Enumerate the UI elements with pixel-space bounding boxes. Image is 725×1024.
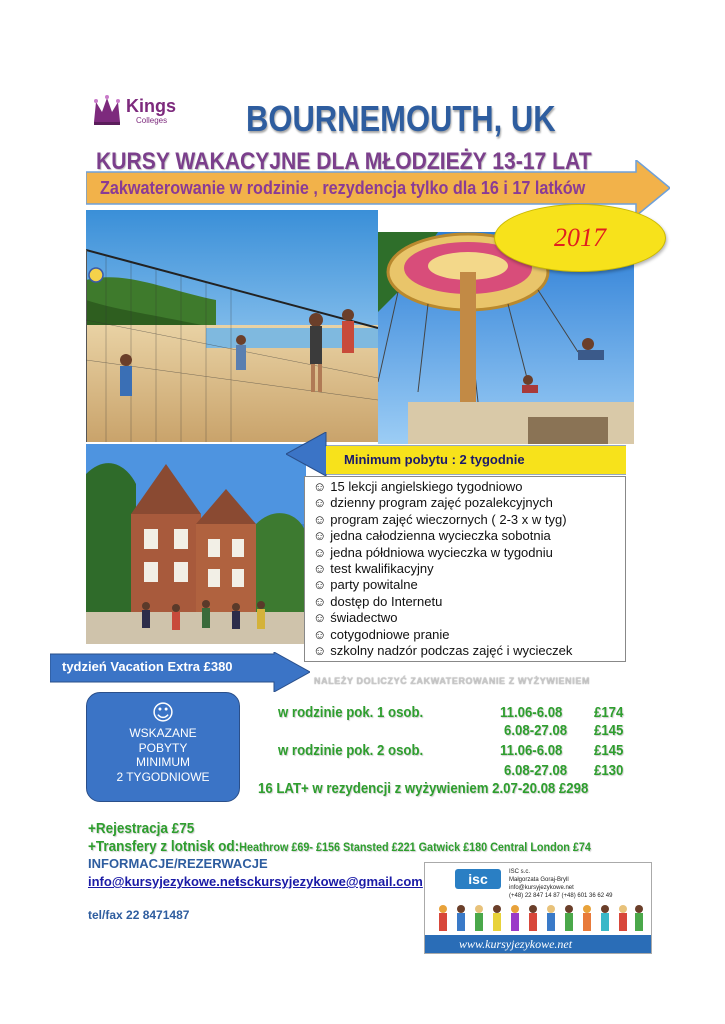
isc-website[interactable]: www.kursyjezykowe.net [459, 937, 573, 951]
kings-logo [92, 92, 202, 132]
price-double-dates-2: 6.08-27.08 [504, 762, 568, 779]
smiley-icon: ☺ [313, 511, 327, 527]
email-link-info[interactable]: info@kursyjezykowe.net [88, 874, 240, 889]
crown-icon [92, 94, 122, 126]
recommended-line: MINIMUM [136, 755, 190, 769]
price-double-dates-1: 11.06-6.08 [500, 742, 563, 759]
smiley-icon: ☺ [313, 593, 327, 609]
list-item: ☺ jedna półdniowa wycieczka w tygodniu [313, 544, 553, 560]
list-item: ☺ cotygodniowe pranie [313, 626, 450, 642]
list-item: ☺ dzienny program zajęć pozalekcyjnych [313, 495, 553, 511]
price-single-label: w rodzinie pok. 1 osob. [278, 704, 424, 721]
transfers-label: +Transfery z lotnisk od: [88, 838, 240, 855]
people-illustration [433, 901, 645, 935]
accommodation-note: Zakwaterowanie w rodzinie , rezydencja tylko dla 16 i 17 latków [100, 178, 586, 198]
smiley-icon: ☺ [313, 544, 327, 560]
smiley-icon: ☺ [313, 610, 327, 626]
brand-sub: Colleges [136, 116, 168, 125]
year-text: 2017 [554, 223, 606, 252]
college-building-photo [86, 444, 306, 644]
list-item: ☺ dostęp do Internetu [313, 593, 443, 609]
phone-fax: tel/fax 22 8471487 [88, 908, 190, 922]
smiley-icon: ☺ [313, 528, 327, 544]
smiley-icon: ☺ [313, 643, 327, 659]
smiley-icon: ☺ [313, 626, 327, 642]
recommended-line: WSKAZANE [129, 726, 197, 740]
page-title: BOURNEMOUTH, UK [246, 98, 556, 139]
beach-volleyball-photo [86, 210, 378, 442]
isc-card-line: Małgorzata Goraj-Bryll [509, 877, 569, 883]
list-item: ☺ szkolny nadzór podczas zajęć i wycieczek [313, 643, 573, 659]
price-double-label: w rodzinie pok. 2 osob. [278, 742, 424, 759]
smiley-icon: ☺ [313, 577, 327, 593]
isc-card-line: ISC s.c. [509, 869, 531, 875]
brand-name: Kings [126, 96, 177, 116]
list-item: ☺ świadectwo [313, 610, 398, 626]
email-link-gmail[interactable]: isckursyjezykowe@gmail.com [236, 874, 423, 889]
price-double-value-1: £145 [594, 742, 624, 759]
list-item: ☺ program zajęć wieczornych ( 2-3 x w tyg) [313, 511, 567, 527]
smiley-icon: ☺ [313, 495, 327, 511]
smiley-icon: ☺ [151, 701, 175, 726]
isc-card-line: (+48) 22 847 14 87 (+48) 601 36 62 49 [509, 893, 613, 899]
price-residence: 16 LAT+ w rezydencji z wyżywieniem 2.07-20.08 £298 [258, 780, 589, 797]
price-single-dates-1: 11.06-6.08 [500, 704, 563, 721]
list-item: ☺ party powitalne [313, 577, 418, 593]
price-single-dates-2: 6.08-27.08 [504, 722, 568, 739]
price-single-value-2: £145 [594, 722, 624, 739]
recommended-line: POBYTY [138, 740, 188, 755]
isc-card-line: info@kursyjezykowe.net [509, 885, 574, 891]
smiley-icon: ☺ [313, 479, 327, 494]
board-note: NALEŻY DOLICZYĆ ZAKWATEROWANIE Z WYŻYWIENIEM [314, 676, 591, 686]
price-double-value-2: £130 [594, 762, 624, 779]
smiley-icon: ☺ [313, 561, 327, 577]
list-item: ☺ 15 lekcji angielskiego tygodniowo [313, 479, 523, 494]
minimum-stay: Minimum pobytu : 2 tygodnie [344, 452, 525, 467]
list-item: ☺ test kwalifikacyjny [313, 561, 434, 577]
transfers-detail: Heathrow £69- £156 Stansted £221 Gatwick £180 Central London £74 [239, 840, 591, 854]
vacation-extra: tydzień Vacation Extra £380 [62, 659, 233, 674]
airport-transfers [88, 838, 591, 855]
program-features [304, 476, 626, 662]
year-badge [494, 204, 666, 272]
list-item: ☺ jedna całodzienna wycieczka sobotnia [313, 528, 551, 544]
recommended-line: 2 TYGODNIOWE [116, 769, 210, 784]
isc-logo: isc [455, 869, 501, 889]
recommended-box [86, 692, 240, 802]
registration-fee: +Rejestracja £75 [88, 820, 195, 837]
page-subtitle: KURSY WAKACYJNE DLA MŁODZIEŻY 13-17 LAT [96, 148, 592, 175]
price-single-value-1: £174 [594, 704, 624, 721]
info-heading: INFORMACJE/REZERWACJE [88, 856, 268, 871]
isc-business-card [424, 862, 652, 954]
